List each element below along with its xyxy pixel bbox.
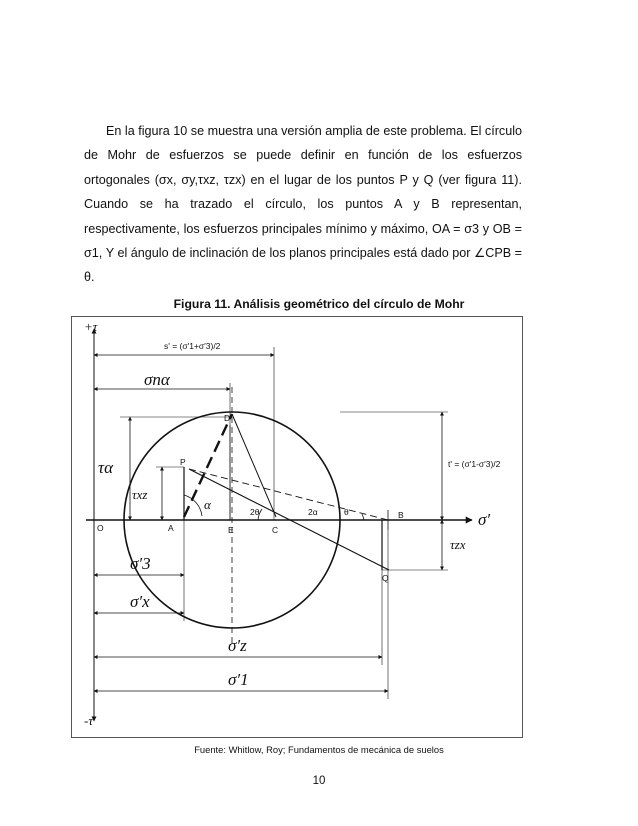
point-a-label: A <box>168 523 174 533</box>
tau-positive-label: +τ <box>84 319 98 334</box>
sigma-prime-label: σ′ <box>478 510 491 529</box>
paragraph-line-4: trazado el círculo, los puntos A y B representan, respectivamente, los esfuerzos <box>84 197 522 236</box>
paragraph-line-1: En la figura 10 se muestra una versión amplia de este problema. El círculo <box>106 124 522 138</box>
mohr-circle-diagram <box>72 317 522 737</box>
alpha-label: α <box>204 497 211 512</box>
tau-zx-label: τzx <box>450 537 466 552</box>
pb-dashed-line <box>189 469 388 520</box>
two-theta-label: 2θ <box>250 507 260 517</box>
paragraph-line-2: de Mohr de esfuerzos se puede definir en función de los esfuerzos ortogonales <box>84 148 522 187</box>
two-alpha-label: 2α <box>308 507 318 517</box>
sigma-n-alpha-label: σnα <box>144 370 170 389</box>
point-o-label: O <box>97 523 104 533</box>
point-q-label: Q <box>382 573 389 583</box>
paragraph-line-6: los planos principales está dado por ∠CPB = θ. <box>84 246 523 285</box>
point-c-label: C <box>272 525 279 535</box>
sigma-1-label: σ′1 <box>228 670 249 689</box>
figure-frame <box>71 316 523 738</box>
paragraph-line-5: principales mínimo y máximo, OA = σ3 y OB = σ1, Y el ángulo de inclinación de <box>84 221 522 261</box>
sigma-x-label: σ′x <box>130 592 150 611</box>
figure-source: Fuente: Whitlow, Roy; Fundamentos de mecánica de suelos <box>194 744 444 755</box>
body-paragraph <box>84 119 522 290</box>
s-prime-label: s' = (σ′1+σ′3)/2 <box>164 341 221 351</box>
page-number: 10 <box>312 775 326 787</box>
tau-alpha-label: τα <box>98 458 114 477</box>
tau-negative-label: -τ <box>84 713 93 728</box>
t-prime-label: t' = (σ′1-σ′3)/2 <box>448 459 501 469</box>
tau-xz-label: τxz <box>132 487 148 502</box>
theta-arc <box>362 514 364 520</box>
point-d-label: D <box>224 413 231 423</box>
sigma-z-label: σ′z <box>228 636 247 655</box>
figure-caption: Figura 11. Análisis geométrico del círculo de Mohr <box>173 297 465 311</box>
sigma-3-label: σ′3 <box>130 554 151 573</box>
point-b-label: B <box>398 510 404 520</box>
point-e-label: E <box>228 525 234 535</box>
point-p-label: P <box>180 457 186 467</box>
theta-label: θ <box>344 507 349 517</box>
paragraph-line-3: (σx, σy,τxz, τzx) en el lugar de los puntos P y Q (ver figura 11). Cuando se ha <box>84 172 523 212</box>
